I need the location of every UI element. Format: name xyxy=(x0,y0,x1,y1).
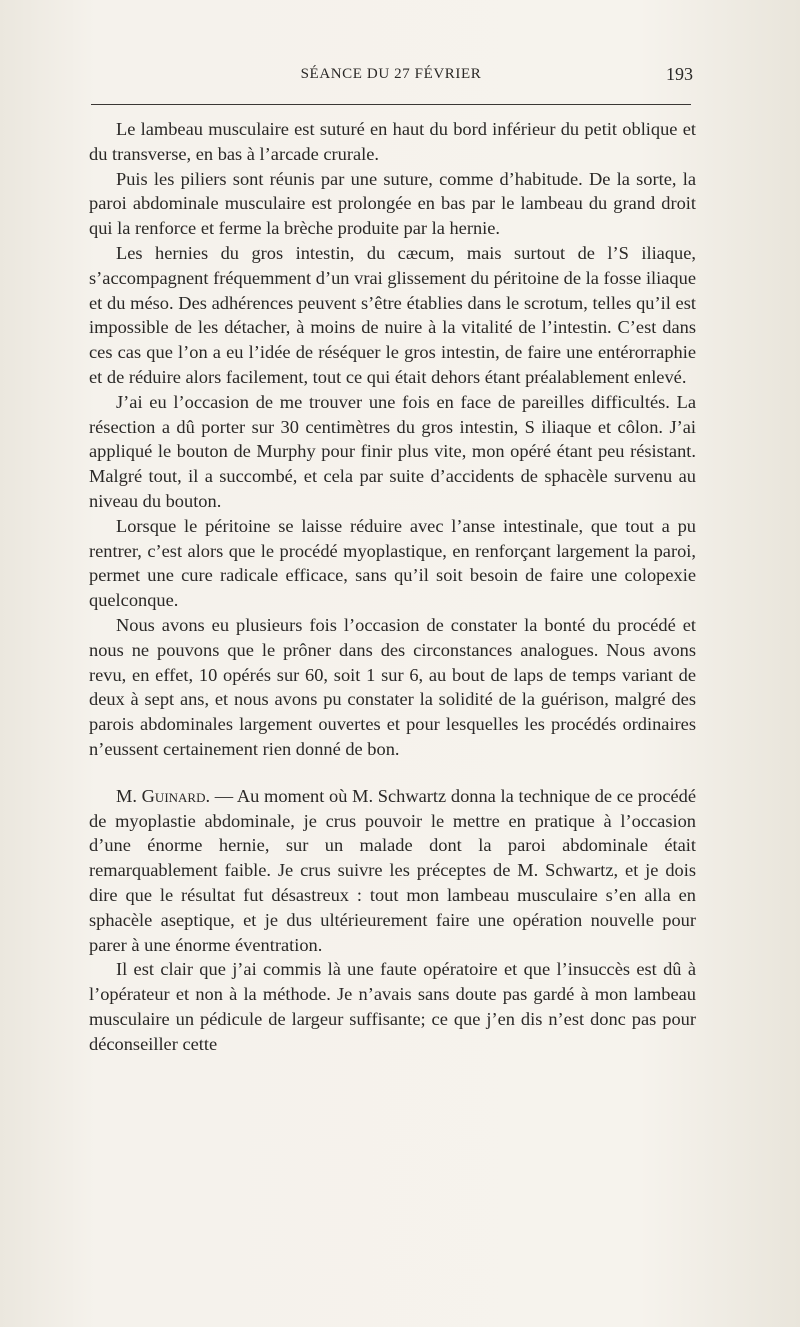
closing-paragraph: Il est clair que j’ai commis là une faute opératoire et que l’insuccès est dû à l’opérateur et non à la méthode. Je n’avais sans doute pas gardé à mon lambeau musculaire un pédicule de largeur suffisante; ce que j’en dis n’est donc pas pour déconseiller cette xyxy=(89,959,696,1054)
body-text xyxy=(89,117,696,1056)
speaker-paragraph xyxy=(89,784,696,958)
page-header xyxy=(89,66,693,92)
paragraph-5: Lorsque le péritoine se laisse réduire avec l’anse intestinale, que tout a pu rentrer, c’est alors que le procédé myoplastique, en renforçant largement la paroi, permet une cure radicale efficace, sans qu’il soit besoin de faire une colopexie quelconque. xyxy=(89,515,696,611)
running-title: SÉANCE DU 27 FÉVRIER xyxy=(300,66,482,82)
header-rule xyxy=(91,104,691,105)
paragraph-3: Les hernies du gros intestin, du cæcum, mais surtout de l’S iliaque, s’accompagnent fréquemment d’un vrai glissement du péritoine de la fosse iliaque et du méso. Des adhérences peuvent s’être établies dans le scrotum, telles qu’il est impossible de les détacher, à moins de nuire à la vitalité de l’intestin. C’est dans ces cas que l’on a eu l’idée de réséquer le gros intestin, de faire une entérorraphie et de réduire alors facilement, tout ce qui était dehors étant préalablement enlevé. xyxy=(89,242,696,387)
speaker-text: — Au moment où M. Schwartz donna la technique de ce procédé de myoplastie abdominale, je crus pouvoir le mettre en pratique à l’occasion d’une énorme hernie, sur un malade dont la paroi abdominale était remarquablement faible. Je crus suivre les préceptes de M. Schwartz, et je dois dire que le résultat fut désastreux : tout mon lambeau musculaire s’en alla en sphacèle aseptique, et je dus ultérieurement faire une opération nouvelle pour parer à une énorme éventration. xyxy=(89,785,696,955)
paragraph-4: J’ai eu l’occasion de me trouver une fois en face de pareilles difficultés. La résection a dû porter sur 30 centimètres du gros intestin, S iliaque et côlon. J’ai appliqué le bouton de Murphy pour finir plus vite, mon opéré étant peu résistant. Malgré tout, il a succombé, et cela par suite d’accidents de sphacèle survenu au niveau du bouton. xyxy=(89,391,696,511)
speaker-name: M. Guinard. xyxy=(116,785,211,806)
paragraph-1: Le lambeau musculaire est suturé en haut du bord inférieur du petit oblique et du transverse, en bas à l’arcade crurale. xyxy=(89,119,696,164)
paragraph-6: Nous avons eu plusieurs fois l’occasion de constater la bonté du procédé et nous ne pouvons que le prôner dans des circonstances analogues. Nous avons revu, en effet, 10 opérés sur 60, soit 1 sur 6, au bout de laps de temps variant de deux à sept ans, et nous avons pu constater la solidité de la guérison, malgré des parois abdominales largement ouvertes et pour lesquelles les procédés ordinaires n’eussent certainement rien donné de bon. xyxy=(89,614,696,759)
page-number: 193 xyxy=(666,64,693,84)
paragraph-2: Puis les piliers sont réunis par une suture, comme d’habitude. De la sorte, la paroi abdominale musculaire est prolongée en bas par le lambeau du grand droit qui la renforce et ferme la brèche produite par la hernie. xyxy=(89,168,696,239)
